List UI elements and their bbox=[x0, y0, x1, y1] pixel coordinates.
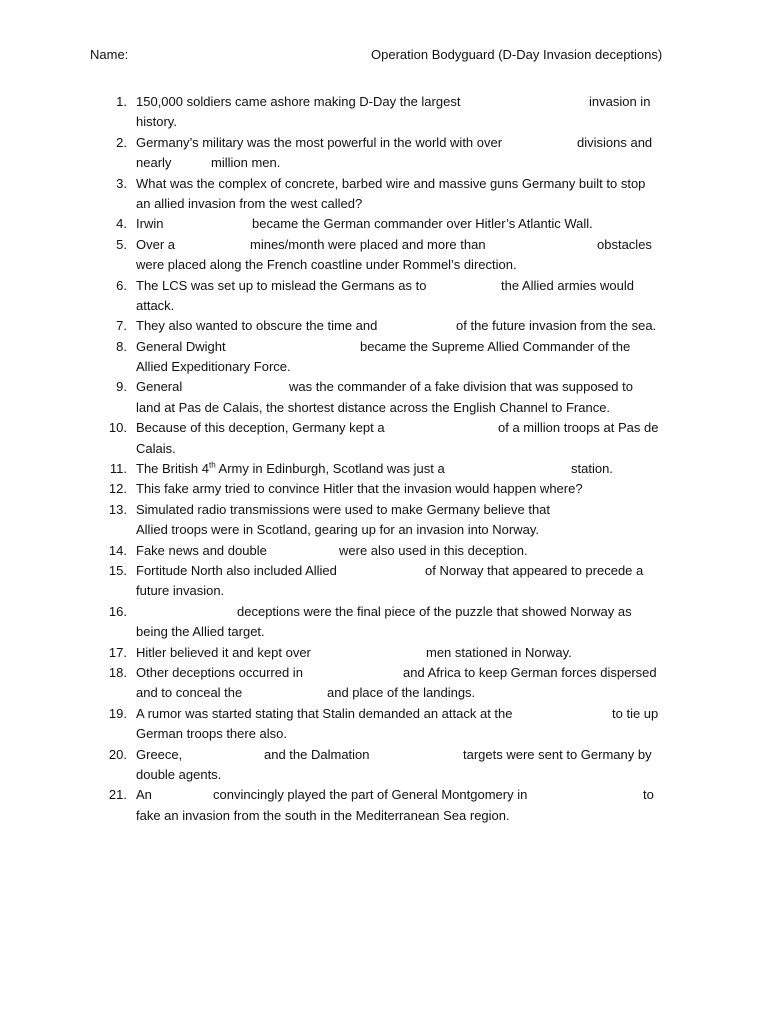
ordinal-suffix: th bbox=[208, 460, 216, 470]
question-text: General Dwight bbox=[136, 338, 226, 354]
question-item bbox=[0, 479, 768, 499]
question-line bbox=[0, 398, 768, 418]
question-text: and place of the landings. bbox=[327, 685, 476, 701]
question-text: became the German commander over Hitler’s Atlantic Wall. bbox=[252, 216, 593, 232]
question-item bbox=[0, 459, 768, 479]
question-text: Germany’s military was the most powerful in the world with over bbox=[136, 134, 503, 150]
question-line bbox=[0, 622, 768, 642]
question-text: Calais. bbox=[136, 440, 176, 456]
question-line bbox=[0, 663, 768, 683]
question-text: Greece, bbox=[136, 746, 183, 762]
question-number: 17. bbox=[108, 644, 127, 660]
question-line bbox=[0, 785, 768, 805]
question-text: Because of this deception, Germany kept a bbox=[136, 420, 385, 436]
question-number: 7. bbox=[116, 318, 127, 334]
question-line bbox=[0, 337, 768, 357]
question-text: This fake army tried to convince Hitler that the invasion would happen where? bbox=[136, 481, 583, 497]
question-number: 4. bbox=[116, 216, 127, 232]
question-number: 14. bbox=[108, 542, 127, 558]
question-text: fake an invasion from the south in the Mediterranean Sea region. bbox=[136, 807, 510, 823]
question-text bbox=[136, 459, 445, 479]
question-text: and Africa to keep German forces dispersed bbox=[403, 664, 657, 680]
question-text: invasion in bbox=[589, 94, 651, 109]
question-item bbox=[0, 377, 768, 418]
question-number: 18. bbox=[108, 664, 127, 680]
question-item bbox=[0, 174, 768, 215]
question-line bbox=[0, 296, 768, 316]
question-text: history. bbox=[136, 114, 177, 130]
question-line bbox=[0, 276, 768, 296]
question-text: and the Dalmation bbox=[264, 746, 370, 762]
question-line bbox=[0, 418, 768, 438]
question-text: The LCS was set up to mislead the Germans as to bbox=[136, 277, 427, 293]
question-line bbox=[0, 520, 768, 540]
question-line bbox=[0, 765, 768, 785]
question-text: men stationed in Norway. bbox=[426, 644, 572, 660]
question-text: and to conceal the bbox=[136, 685, 243, 701]
question-item bbox=[0, 337, 768, 378]
question-item bbox=[0, 561, 768, 602]
question-text-part: The British 4 bbox=[136, 461, 209, 477]
question-text: were also used in this deception. bbox=[339, 542, 528, 558]
question-number: 21. bbox=[108, 787, 127, 803]
question-item bbox=[0, 785, 768, 826]
question-text: double agents. bbox=[136, 766, 222, 782]
question-number: 19. bbox=[108, 705, 127, 721]
question-text: of the future invasion from the sea. bbox=[456, 318, 657, 334]
question-text: land at Pas de Calais, the shortest distance across the English Channel to France. bbox=[136, 399, 611, 415]
question-line bbox=[0, 745, 768, 765]
question-item bbox=[0, 643, 768, 663]
question-text: They also wanted to obscure the time and bbox=[136, 318, 378, 334]
question-text: 150,000 soldiers came ashore making D-Day the largest bbox=[136, 94, 461, 109]
question-text: to bbox=[643, 787, 654, 803]
question-item bbox=[0, 602, 768, 643]
question-text: What was the complex of concrete, barbed wire and massive guns Germany built to stop bbox=[136, 175, 646, 191]
name-label: Name: bbox=[90, 47, 129, 62]
question-text: being the Allied target. bbox=[136, 624, 265, 640]
question-line bbox=[0, 806, 768, 826]
question-line bbox=[0, 235, 768, 255]
question-item bbox=[0, 541, 768, 561]
question-line bbox=[0, 643, 768, 663]
question-text: deceptions were the final piece of the puzzle that showed Norway as bbox=[237, 603, 632, 619]
question-text: Simulated radio transmissions were used to make Germany believe that bbox=[136, 501, 551, 517]
question-text: Allied Expeditionary Force. bbox=[136, 359, 291, 375]
question-text: divisions and bbox=[577, 134, 653, 150]
question-list bbox=[0, 92, 768, 826]
question-text: were placed along the French coastline under Rommel’s direction. bbox=[136, 257, 517, 273]
question-item bbox=[0, 92, 768, 133]
question-text: Over a bbox=[136, 236, 176, 252]
question-number: 15. bbox=[108, 562, 127, 578]
question-text: mines/month were placed and more than bbox=[250, 236, 486, 252]
question-line bbox=[0, 133, 768, 153]
question-text: of a million troops at Pas de bbox=[498, 420, 659, 436]
question-text: Hitler believed it and kept over bbox=[136, 644, 311, 660]
question-number: 1. bbox=[116, 94, 127, 109]
question-line bbox=[0, 704, 768, 724]
question-number: 10. bbox=[108, 420, 127, 436]
question-item bbox=[0, 745, 768, 786]
question-number: 20. bbox=[108, 746, 127, 762]
question-text: of Norway that appeared to precede a bbox=[425, 562, 644, 578]
question-line bbox=[0, 316, 768, 336]
question-line bbox=[0, 112, 768, 132]
question-text: became the Supreme Allied Commander of the bbox=[360, 338, 631, 354]
question-text: Other deceptions occurred in bbox=[136, 664, 303, 680]
question-item bbox=[0, 276, 768, 317]
question-line bbox=[0, 459, 768, 479]
question-line bbox=[0, 439, 768, 459]
question-text: was the commander of a fake division that was supposed to bbox=[289, 379, 633, 395]
question-line bbox=[0, 602, 768, 622]
question-text: convincingly played the part of General Montgomery in bbox=[213, 787, 528, 803]
question-line bbox=[0, 174, 768, 194]
question-number: 2. bbox=[116, 134, 127, 150]
question-line bbox=[0, 581, 768, 601]
question-item bbox=[0, 500, 768, 541]
question-item bbox=[0, 316, 768, 336]
question-text: future invasion. bbox=[136, 583, 225, 599]
question-line bbox=[0, 214, 768, 234]
question-text: Fortitude North also included Allied bbox=[136, 562, 337, 578]
question-text: A rumor was started stating that Stalin demanded an attack at the bbox=[136, 705, 513, 721]
question-number: 11. bbox=[109, 461, 127, 477]
question-text: to tie up bbox=[612, 705, 659, 721]
question-text-part: Army in Edinburgh, Scotland was just a bbox=[215, 461, 445, 477]
question-text: General bbox=[136, 379, 183, 395]
question-item bbox=[0, 418, 768, 459]
question-line bbox=[0, 377, 768, 397]
question-text: obstacles bbox=[597, 236, 652, 252]
question-line bbox=[0, 541, 768, 561]
question-line bbox=[0, 561, 768, 581]
question-text: Fake news and double bbox=[136, 542, 267, 558]
question-line bbox=[0, 479, 768, 499]
question-number: 16. bbox=[108, 603, 127, 619]
question-item bbox=[0, 704, 768, 745]
question-number: 5. bbox=[116, 236, 127, 252]
question-text: an allied invasion from the west called? bbox=[136, 195, 363, 211]
question-line bbox=[0, 357, 768, 377]
question-item bbox=[0, 235, 768, 276]
question-text: German troops there also. bbox=[136, 726, 288, 742]
question-line bbox=[0, 92, 768, 112]
question-number: 3. bbox=[116, 175, 127, 191]
question-line bbox=[0, 724, 768, 744]
question-line bbox=[0, 500, 768, 520]
question-text: Irwin bbox=[136, 216, 164, 232]
question-line bbox=[0, 153, 768, 173]
question-text: targets were sent to Germany by bbox=[463, 746, 652, 762]
question-number: 8. bbox=[116, 338, 127, 354]
question-text: station. bbox=[571, 461, 613, 477]
worksheet-title: Operation Bodyguard (D-Day Invasion deceptions) bbox=[371, 47, 663, 62]
question-item bbox=[0, 214, 768, 234]
question-number: 13. bbox=[108, 501, 127, 517]
question-item bbox=[0, 133, 768, 174]
question-item bbox=[0, 663, 768, 704]
question-line bbox=[0, 255, 768, 275]
question-number: 9. bbox=[116, 379, 127, 395]
question-text: Allied troops were in Scotland, gearing up for an invasion into Norway. bbox=[136, 522, 539, 538]
question-number: 12. bbox=[108, 481, 127, 497]
question-text: attack. bbox=[136, 297, 175, 313]
question-line bbox=[0, 194, 768, 214]
question-number: 6. bbox=[116, 277, 127, 293]
question-text: million men. bbox=[211, 155, 281, 171]
question-text: An bbox=[136, 787, 152, 803]
question-text: nearly bbox=[136, 155, 172, 171]
question-line bbox=[0, 683, 768, 703]
question-text: the Allied armies would bbox=[501, 277, 634, 293]
